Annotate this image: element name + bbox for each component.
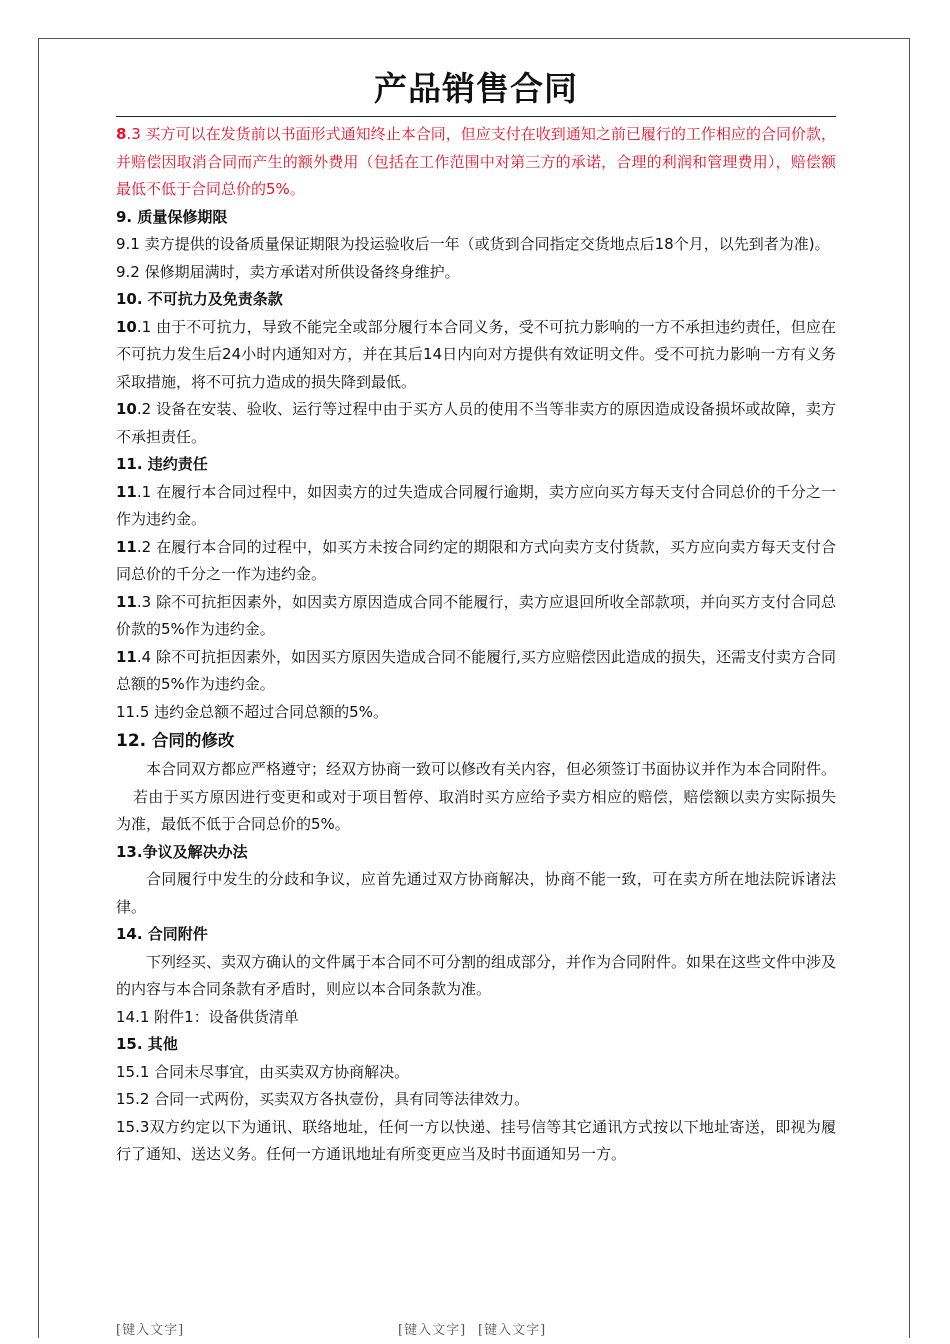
clause-8-3 — [116, 121, 836, 204]
clause-text: .1 在履行本合同过程中，如因卖方的过失造成合同履行逾期，卖方应向买方每天支付合同总价的千分之一作为违约金。 — [116, 482, 836, 528]
clause-number: 11 — [116, 537, 137, 556]
footer-left-placeholder: [键入文字] — [116, 1323, 185, 1338]
clause-text: .4 除不可抗拒因素外，如因买方原因失造成合同不能履行,买方应赔偿因此造成的损失，还需支付卖方合同总额的5%作为违约金。 — [116, 647, 836, 693]
heading-14: 14. 合同附件 — [116, 925, 208, 943]
clause-9-1: 9.1 卖方提供的设备质量保证期限为投运验收后一年（或货到合同指定交货地点后18个月，以先到者为准)。 — [116, 235, 830, 253]
clause-number: 10 — [116, 317, 137, 336]
clause-9-2: 9.2 保修期届满时，卖方承诺对所供设备终身维护。 — [116, 262, 460, 281]
document-body — [116, 64, 836, 1169]
clause-11-1 — [116, 479, 836, 534]
clause-text: .2 在履行本合同的过程中，如买方未按合同约定的期限和方式向卖方支付货款，买方应向卖方每天支付合同总价的千分之一作为违约金。 — [116, 537, 836, 583]
clause-number: 11 — [116, 592, 137, 611]
heading-15: 15. 其他 — [116, 1035, 178, 1053]
clause-text: .3 买方可以在发货前以书面形式通知终止本合同，但应支付在收到通知之前已履行的工作相应的合同价款，并赔偿因取消合同而产生的额外费用（包括在工作范围中对第三方的承诺，合理的利润和管理费用），赔偿额最低不低于合同总价的5%。 — [116, 125, 836, 198]
title-underline — [116, 116, 836, 117]
heading-text: 合同的修改 — [146, 731, 235, 750]
clause-11-3 — [116, 589, 836, 644]
footer-center-placeholder: [键入文字] — [398, 1323, 467, 1338]
clause-number: 10 — [116, 400, 137, 418]
clause-text: .1 由于不可抗力，导致不能完全或部分履行本合同义务，受不可抗力影响的一方不承担违约责任，但应在不可抗力发生后24小时内通知对方，并在其后14日内向对方提供有效证明文件。受不可抗力影响一方有义务采取措施，将不可抗力造成的损失降到最低。 — [116, 317, 836, 391]
clause-13-paragraph: 合同履行中发生的分歧和争议，应首先通过双方协商解决，协商不能一致，可在卖方所在地法院诉诸法律。 — [116, 870, 836, 916]
clause-11-2 — [116, 534, 836, 589]
clause-10-1 — [116, 314, 836, 397]
clause-11-4 — [116, 644, 836, 699]
clause-text: .3 除不可抗拒因素外，如因卖方原因造成合同不能履行，卖方应退回所收全部款项，并向买方支付合同总价款的5%作为违约金。 — [116, 592, 836, 638]
heading-10: 10. 不可抗力及免责条款 — [116, 290, 283, 308]
heading-12 — [116, 726, 836, 756]
heading-number: 12. — [116, 731, 147, 751]
clause-14-paragraph: 下列经买、卖双方确认的文件属于本合同不可分割的组成部分，并作为合同附件。如果在这些文件中涉及的内容与本合同条款有矛盾时，则应以本合同条款为准。 — [116, 952, 837, 998]
heading-13: 13.争议及解决办法 — [116, 842, 248, 861]
clause-12-paragraph-1: 本合同双方都应严格遵守；经双方协商一致可以修改有关内容，但必须签订书面协议并作为本合同附件。 — [146, 760, 837, 778]
clause-10-2 — [116, 396, 836, 451]
clause-number: 11 — [116, 647, 137, 666]
clause-11-5: 11.5 违约金总额不超过合同总额的5%。 — [116, 702, 388, 721]
clause-15-2: 15.2 合同一式两份，买卖双方各执壹份，具有同等法律效力。 — [116, 1090, 530, 1108]
clause-12-paragraph-2: 若由于买方原因进行变更和或对于项目暂停、取消时买方应给予卖方相应的赔偿，赔偿额以卖方实际损失为准，最低不低于合同总价的5%。 — [116, 787, 836, 833]
footer-right-placeholder: [键入文字] — [478, 1323, 547, 1338]
clause-number: 8 — [116, 125, 127, 143]
clause-text: .2 设备在安装、验收、运行等过程中由于买方人员的使用不当等非卖方的原因造成设备损坏或故障，卖方不承担责任。 — [116, 400, 836, 446]
document-title: 产品销售合同 — [374, 69, 578, 108]
clause-15-3: 15.3双方约定以下为通讯、联络地址，任何一方以快递、挂号信等其它通讯方式按以下地址寄送，即视为履行了通知、送达义务。任何一方通讯地址有所变更应当及时书面通知另一方。 — [116, 1117, 836, 1163]
heading-9: 9. 质量保修期限 — [116, 207, 228, 226]
clause-14-1: 14.1 附件1：设备供货清单 — [116, 1007, 299, 1026]
clause-15-1: 15.1 合同未尽事宜，由买卖双方协商解决。 — [116, 1062, 410, 1081]
heading-11: 11. 违约责任 — [116, 455, 208, 473]
clause-number: 11 — [116, 482, 137, 501]
